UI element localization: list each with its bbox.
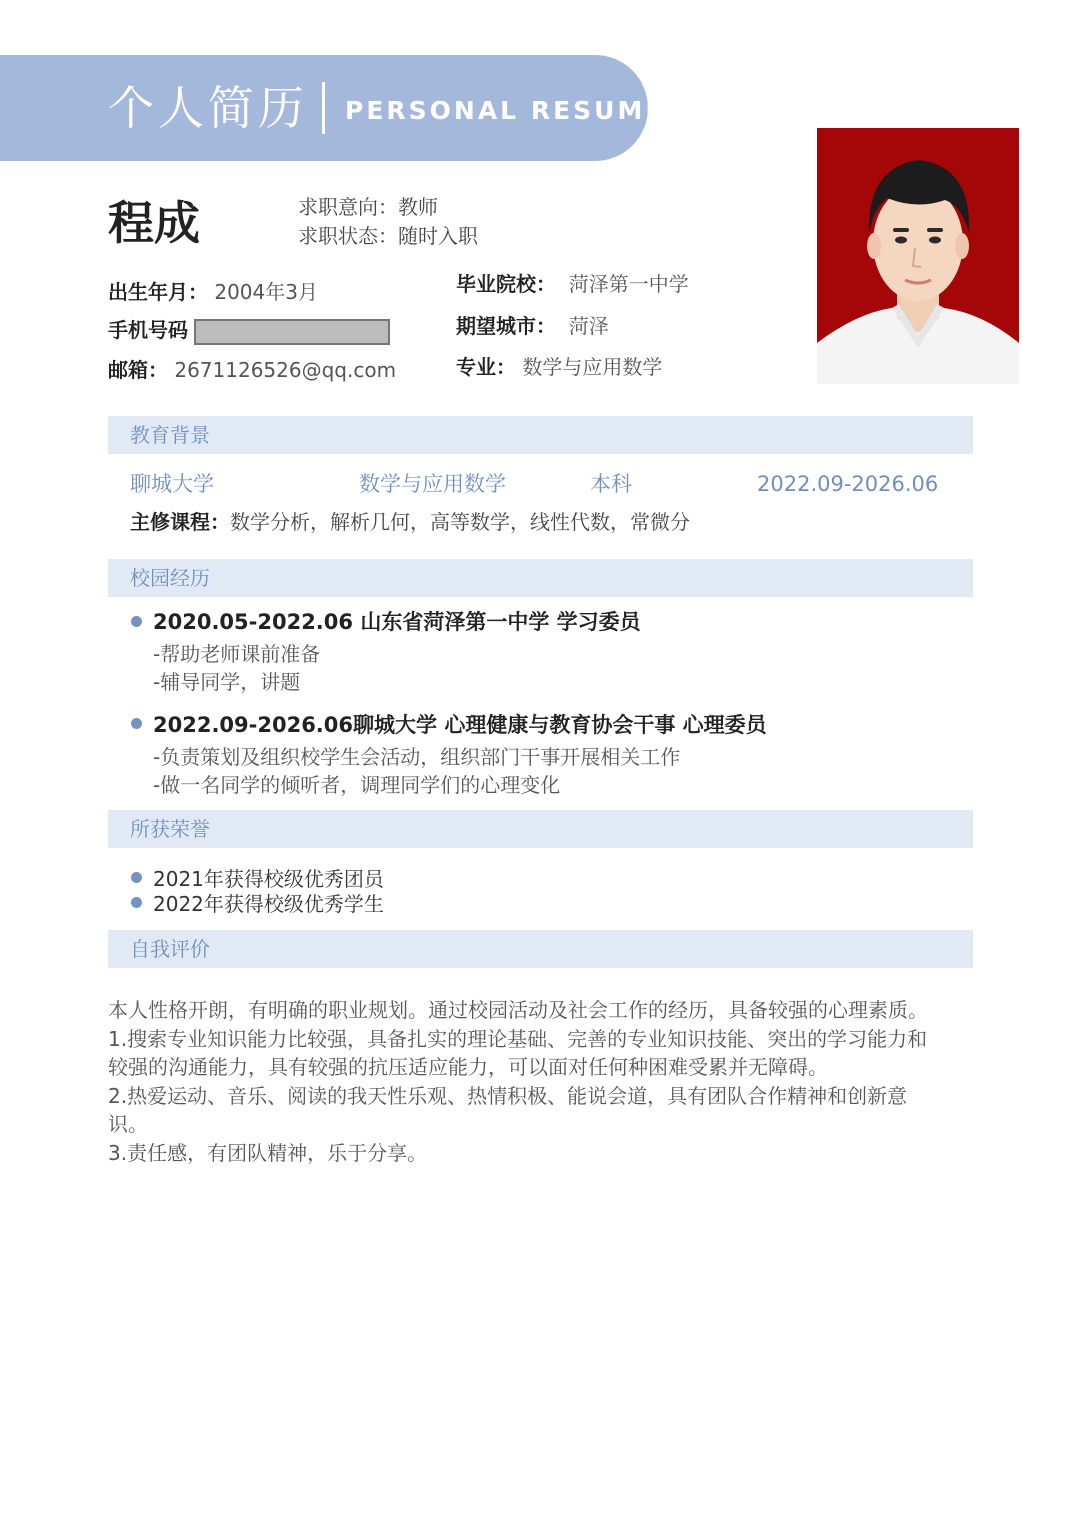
email-label: 邮箱： [108,358,168,382]
section-education [108,416,973,454]
resume-subtitle: PERSONAL RESUME [345,96,666,125]
job-status [298,222,478,250]
courses-value: 数学分析，解析几何，高等数学，线性代数，常微分 [230,510,690,534]
portrait-image [817,128,1019,384]
email-value: 2671126526@qq.com [174,358,397,382]
courses-label: 主修课程： [130,510,230,534]
profile-photo [817,128,1019,384]
self-eval-paragraph: 2.热爱运动、音乐、阅读的我天性乐观、热情积极、能说会道，具有团队合作精神和创新意识。 [108,1083,908,1136]
edu-period: 2022.09-2026.06 [757,472,939,496]
city-label: 期望城市： [456,314,556,338]
job-status-value: 随时入职 [398,224,478,248]
edu-degree: 本科 [590,472,632,496]
job-status-label: 求职状态： [298,224,398,248]
birth-value: 2004年3月 [214,280,318,304]
section-education-title: 教育背景 [130,423,210,447]
self-eval-paragraph: 本人性格开朗，有明确的职业规划。通过校园活动及社会工作的经历，具备较强的心理素质。 [108,998,928,1022]
section-honors-title: 所获荣誉 [130,817,210,841]
candidate-name: 程成 [108,196,200,250]
campus-item-title: 2020.05-2022.06 山东省菏泽第一中学 学习委员 [153,610,641,634]
school-value: 菏泽第一中学 [568,272,689,296]
section-honors [108,810,973,848]
section-campus-title: 校园经历 [130,566,210,590]
honor-item: 2022年获得校级优秀学生 [153,892,384,916]
campus-item-detail: -辅导同学，讲题 [153,670,301,694]
bullet-icon [131,718,142,729]
edu-university: 聊城大学 [130,472,214,496]
title-divider [322,82,325,134]
major-info [456,353,662,381]
job-intent-label: 求职意向： [298,195,398,219]
city-value: 菏泽 [568,314,609,338]
bullet-icon [131,872,142,883]
major-value: 数学与应用数学 [522,355,663,379]
job-intent [298,193,438,221]
honor-item: 2021年获得校级优秀团员 [153,867,384,891]
job-intent-value: 教师 [398,195,438,219]
birth-label: 出生年月： [108,280,208,304]
edu-major: 数学与应用数学 [359,472,506,496]
campus-item-detail: -帮助老师课前准备 [153,642,321,666]
major-label: 专业： [456,355,516,379]
city-info [456,312,609,340]
school-info [456,270,689,298]
edu-courses [130,508,690,536]
email-info [108,356,396,384]
school-label: 毕业院校： [456,272,556,296]
phone-label: 手机号码 [108,318,188,342]
resume-title: 个人简历 [108,81,308,135]
birth-info [108,278,318,306]
bullet-icon [131,897,142,908]
campus-item-detail: -负责策划及组织校学生会活动，组织部门干事开展相关工作 [153,745,681,769]
phone-redacted [194,319,390,345]
self-eval-text [108,996,938,1167]
self-eval-paragraph: 3.责任感，有团队精神，乐于分享。 [108,1140,428,1165]
section-self-eval-title: 自我评价 [130,937,210,961]
phone-info [108,316,390,345]
self-eval-paragraph: 1.搜索专业知识能力比较强，具备扎实的理论基础、完善的专业知识技能、突出的学习能力和较强的沟通能力，具有较强的抗压适应能力，可以面对任何种困难受累并无障碍。 [108,1026,928,1079]
bullet-icon [131,616,142,627]
campus-item-title: 2022.09-2026.06聊城大学 心理健康与教育协会干事 心理委员 [153,713,767,737]
section-self-eval [108,930,973,968]
section-campus [108,559,973,597]
campus-item-detail: -做一名同学的倾听者，调理同学们的心理变化 [153,773,561,797]
